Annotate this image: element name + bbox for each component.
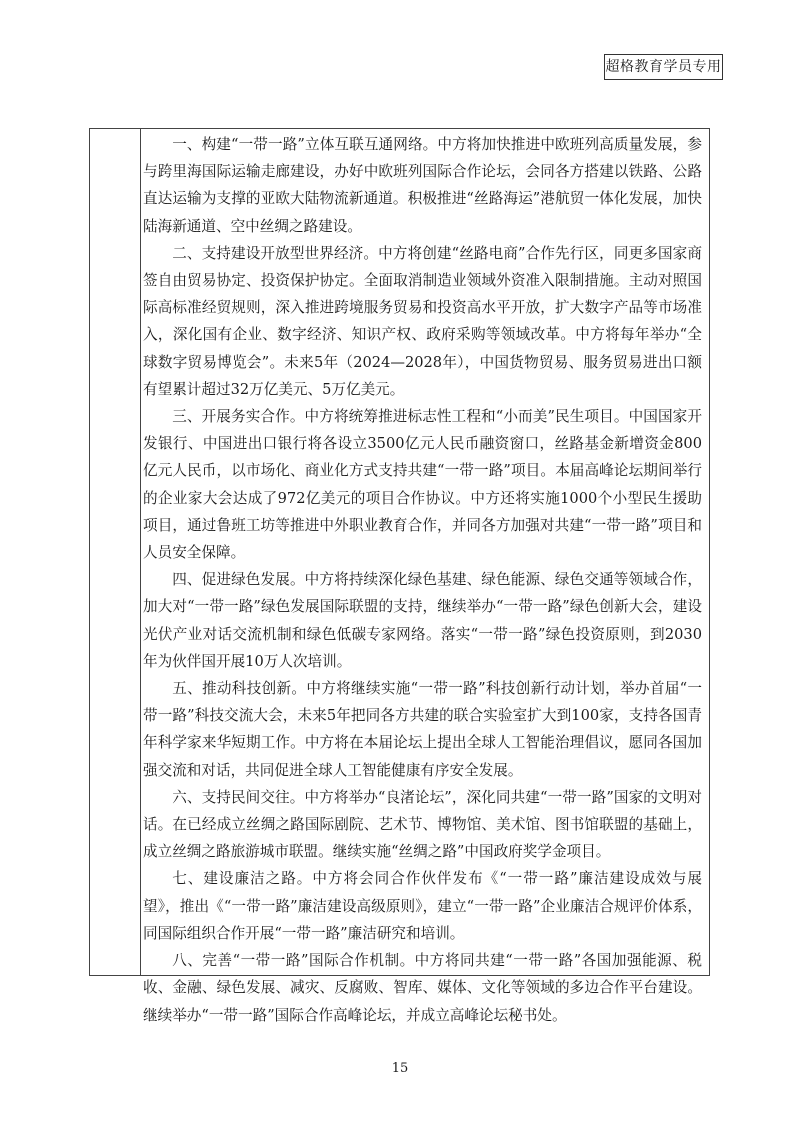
content-cell	[143, 131, 702, 1029]
paragraph-3: 三、开展务实合作。中方将统筹推进标志性工程和“小而美”民生项目。中国国家开发银行、中国进出口银行将各设立3500亿元人民币融资窗口，丝路基金新增资金800亿元人民币，以市场化、商业化方式支持共建“一带一路”项目。本届高峰论坛期间举行的企业家大会达成了972亿美元的项目合作协议。中方还将实施1000个小型民生援助项目，通过鲁班工坊等推进中外职业教育合作，并同各方加强对共建“一带一路”项目和人员安全保障。	[143, 408, 702, 562]
paragraph-5: 五、推动科技创新。中方将继续实施“一带一路”科技创新行动计划，举办首届“一带一路”科技交流大会，未来5年把同各方共建的联合实验室扩大到100家，支持各国青年科学家来华短期工作。中方将在本届论坛上提出全球人工智能治理倡议，愿同各国加强交流和对话，共同促进全球人工智能健康有序安全发展。	[143, 680, 702, 779]
paragraph-4: 四、促进绿色发展。中方将持续深化绿色基建、绿色能源、绿色交通等领域合作，加大对“一带一路”绿色发展国际联盟的支持，继续举办“一带一路”绿色创新大会，建设光伏产业对话交流机制和绿色低碳专家网络。落实“一带一路”绿色投资原则，到2030年为伙伴国开展10万人次培训。	[143, 571, 702, 670]
paragraph-7: 七、建设廉洁之路。中方将会同合作伙伴发布《“一带一路”廉洁建设成效与展望》，推出《“一带一路”廉洁建设高级原则》，建立“一带一路”企业廉洁合规评价体系，同国际组织合作开展“一带一路”廉洁研究和培训。	[143, 870, 702, 942]
paragraph-8: 八、完善“一带一路”国际合作机制。中方将同共建“一带一路”各国加强能源、税收、金融、绿色发展、减灾、反腐败、智库、媒体、文化等领域的多边合作平台建设。继续举办“一带一路”国际合作高峰论坛，并成立高峰论坛秘书处。	[143, 952, 702, 1024]
page-number: 15	[391, 1061, 409, 1076]
header-tag: 超格教育学员专用	[604, 54, 723, 80]
column-divider	[140, 129, 141, 975]
paragraph-6: 六、支持民间交往。中方将举办“良渚论坛”，深化同共建“一带一路”国家的文明对话。在已经成立丝绸之路国际剧院、艺术节、博物馆、美术馆、图书馆联盟的基础上，成立丝绸之路旅游城市联盟。继续实施“丝绸之路”中国政府奖学金项目。	[143, 788, 702, 861]
paragraph-2: 二、支持建设开放型世界经济。中方将创建“丝路电商”合作先行区，同更多国家商签自由贸易协定、投资保护协定。全面取消制造业领域外资准入限制措施。主动对照国际高标准经贸规则，深入推进跨境服务贸易和投资高水平开放，扩大数字产品等市场准入，深化国有企业、数字经济、知识产权、政府采购等领域改革。中方将每年举办“全球数字贸易博览会”。未来5年（2024—2028年），中国货物贸易、服务贸易进出口额有望累计超过32万亿美元、5万亿美元。	[143, 244, 702, 398]
paragraph-1: 一、构建“一带一路”立体互联互通网络。中方将加快推进中欧班列高质量发展，参与跨里海国际运输走廊建设，办好中欧班列国际合作论坛，会同各方搭建以铁路、公路直达运输为支撑的亚欧大陆物流新通道。积极推进“丝路海运”港航贸一体化发展，加快陆海新通道、空中丝绸之路建设。	[143, 136, 702, 235]
